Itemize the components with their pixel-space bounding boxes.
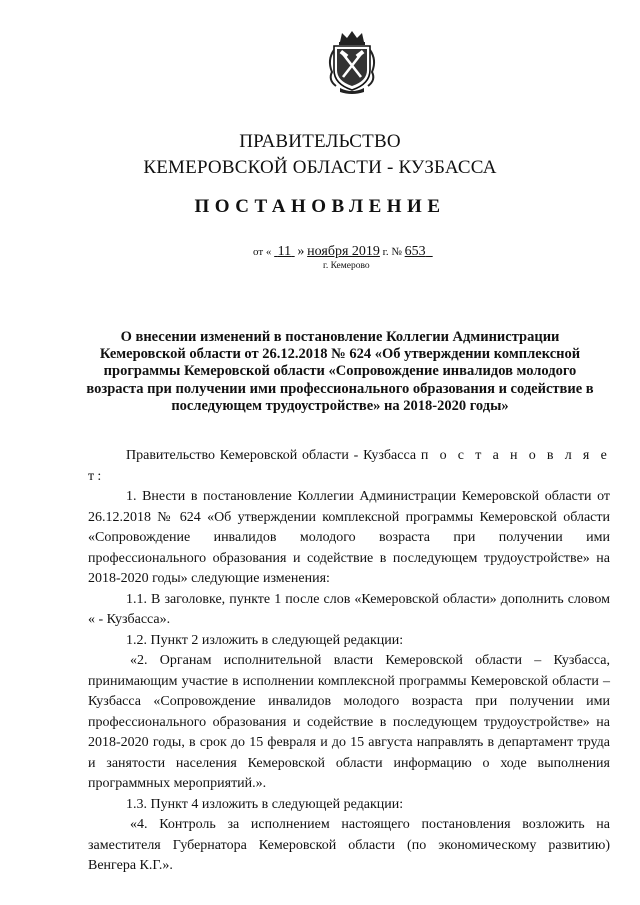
region-title: КЕМЕРОВСКОЙ ОБЛАСТИ - КУЗБАССА	[143, 157, 497, 178]
kemerovo-coat-of-arms-icon	[324, 30, 380, 94]
paragraph-1-3: 1.3. Пункт 4 изложить в следующей редакции:	[126, 796, 404, 812]
document-heading: О внесении изменений в постановление Коллегии Администрации Кемеровской области от 26.12.2018 № 624 «Об утверждении комплексной программы Кемеровской области «Сопровождение инвалидов молодого возраста при получении ими профессионального образования и содействие в последующем трудоустройстве» на 2018-2020 годы»	[86, 329, 594, 414]
quoted-clause-2: «2. Органам исполнительной власти Кемеровской области – Кузбасса, принимающим участие в исполнении комплексной программы Кемеровской области – Кузбасса «Сопровождение инвалидов молодого возраста при получении ими профессионального образования и содействие в последующем трудоустройстве» на 2018-2020 годы, в срок до 15 февраля и до 15 августа направлять в департамент труда и занятости населения Кемеровской области информацию о ходе выполнения программных мероприятий.».	[88, 653, 610, 791]
number-sign: №	[391, 246, 402, 258]
paragraph-1-1: 1.1. В заголовке, пункте 1 после слов «Кемеровской области» дополнить словом « - Кузбасса».	[88, 591, 610, 627]
date-prefix: от «	[253, 246, 272, 258]
city: г. Кемерово	[323, 261, 370, 271]
quoted-clause-4: «4. Контроль за исполнением настоящего постановления возложить на заместителя Губернатора Кемеровской области (по экономическому развитию) Венгера К.Г.».	[88, 817, 610, 873]
date-quote-close: »	[297, 244, 305, 259]
date-month-year: ноября 2019	[307, 244, 380, 259]
intro-paragraph: Правительство Кемеровской области - Кузбасса п о с т а н о в л я е т:	[88, 448, 610, 484]
date-year-suffix: г.	[382, 246, 389, 258]
government-title: ПРАВИТЕЛЬСТВО	[239, 131, 401, 152]
document-type: ПОСТАНОВЛЕНИЕ	[194, 196, 446, 217]
paragraph-1: 1. Внести в постановление Коллегии Администрации Кемеровской области от 26.12.2018 № 624 «Об утверждении комплексной программы Кемеровской области «Сопровождение инвалидов молодого возраста при получении ими профессионального образования и содействие в последующем трудоустройстве» на 2018-2020 годы» следующие изменения:	[88, 489, 610, 586]
document-body	[88, 446, 610, 877]
date-day: 11	[277, 244, 292, 259]
paragraph-1-2: 1.2. Пункт 2 изложить в следующей редакции:	[126, 632, 404, 648]
document-number: 653	[404, 244, 426, 259]
date-number-line	[253, 244, 433, 260]
